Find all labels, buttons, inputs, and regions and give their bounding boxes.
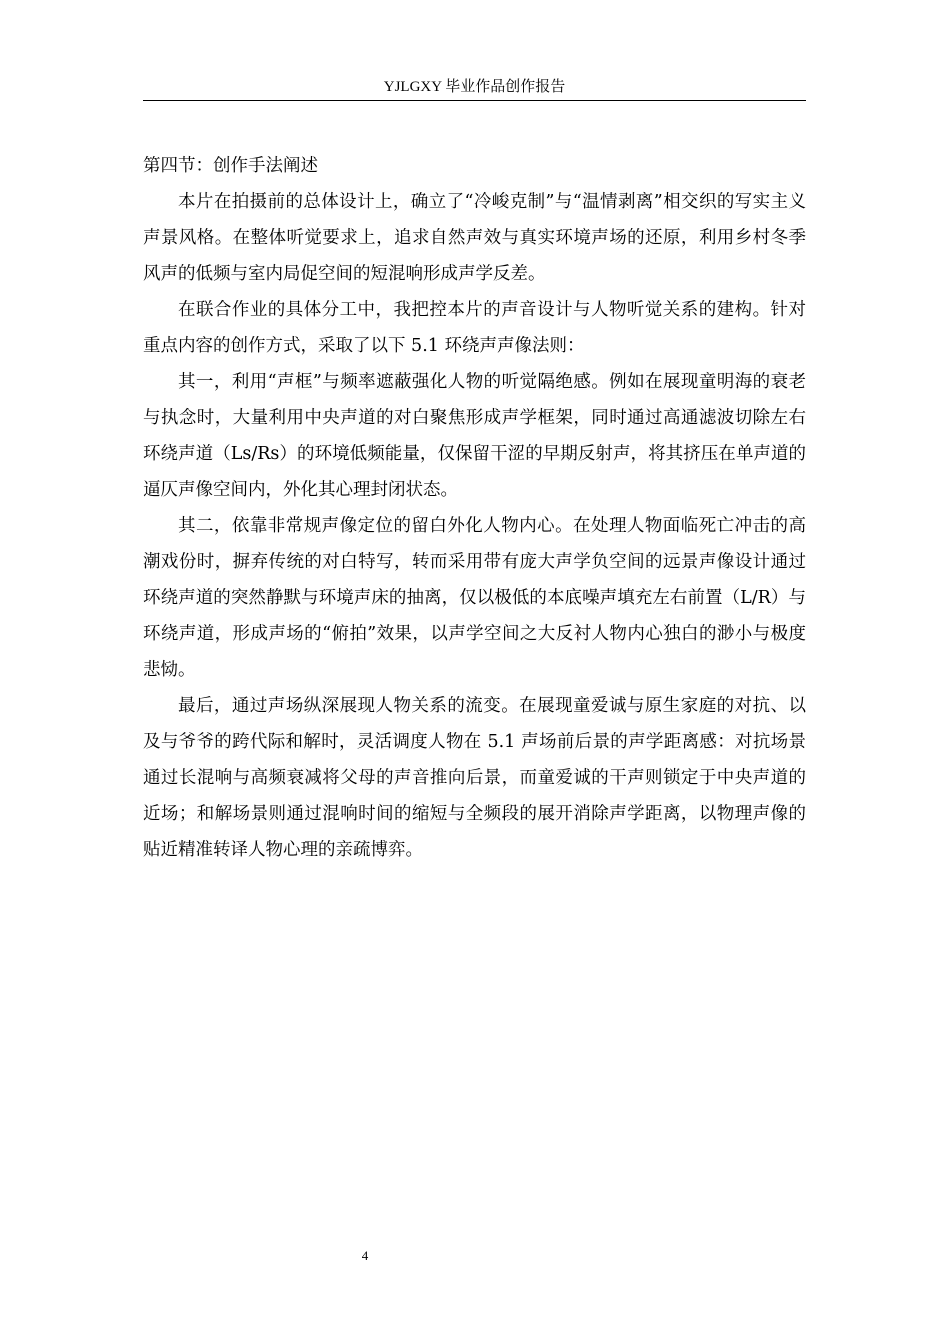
paragraph-principle-one: 其一，利用“声框”与频率遮蔽强化人物的听觉隔绝感。例如在展现童明海的衰老与执念时，大量利用中央声道的对白聚焦形成声学框架，同时通过高通滤波切除左右环绕声道（Ls/Rs）的环境低频能量，仅保留干涩的早期反射声，将其挤压在单声道的逼仄声像空间内，外化其心理封闭状态。 — [143, 372, 806, 500]
document-body — [143, 148, 806, 868]
page-number: 4 — [361, 1248, 369, 1263]
paragraph-principle-three: 最后，通过声场纵深展现人物关系的流变。在展现童爱诚与原生家庭的对抗、以及与爷爷的跨代际和解时，灵活调度人物在 5.1 声场前后景的声学距离感：对抗场景通过长混响与高频衰减将父母的声音推向后景，而童爱诚的干声则锁定于中央声道的近场；和解场景则通过混响时间的缩短与全频段的展开消除声学距离，以物理声像的贴近精准转译人物心理的亲疏博弈。 — [143, 696, 806, 860]
paragraph-division-of-work: 在联合作业的具体分工中，我把控本片的声音设计与人物听觉关系的建构。针对重点内容的创作方式，采取了以下 5.1 环绕声声像法则： — [143, 300, 806, 356]
paragraph-principle-two: 其二，依靠非常规声像定位的留白外化人物内心。在处理人物面临死亡冲击的高潮戏份时，摒弃传统的对白特写，转而采用带有庞大声学负空间的远景声像设计通过环绕声道的突然静默与环境声床的抽离，仅以极低的本底噪声填充左右前置（L/R）与环绕声道，形成声场的“俯拍”效果，以声学空间之大反衬人物内心独白的渺小与极度悲恸。 — [143, 516, 806, 680]
section-heading: 第四节：创作手法阐述 — [143, 156, 318, 176]
header-divider — [143, 100, 806, 101]
running-header: YJLGXY 毕业作品创作报告 — [383, 79, 566, 95]
paragraph-style-overview: 本片在拍摄前的总体设计上，确立了“冷峻克制”与“温情剥离”相交织的写实主义声景风格。在整体听觉要求上，追求自然声效与真实环境声场的还原，利用乡村冬季风声的低频与室内局促空间的短混响形成声学反差。 — [143, 192, 806, 284]
